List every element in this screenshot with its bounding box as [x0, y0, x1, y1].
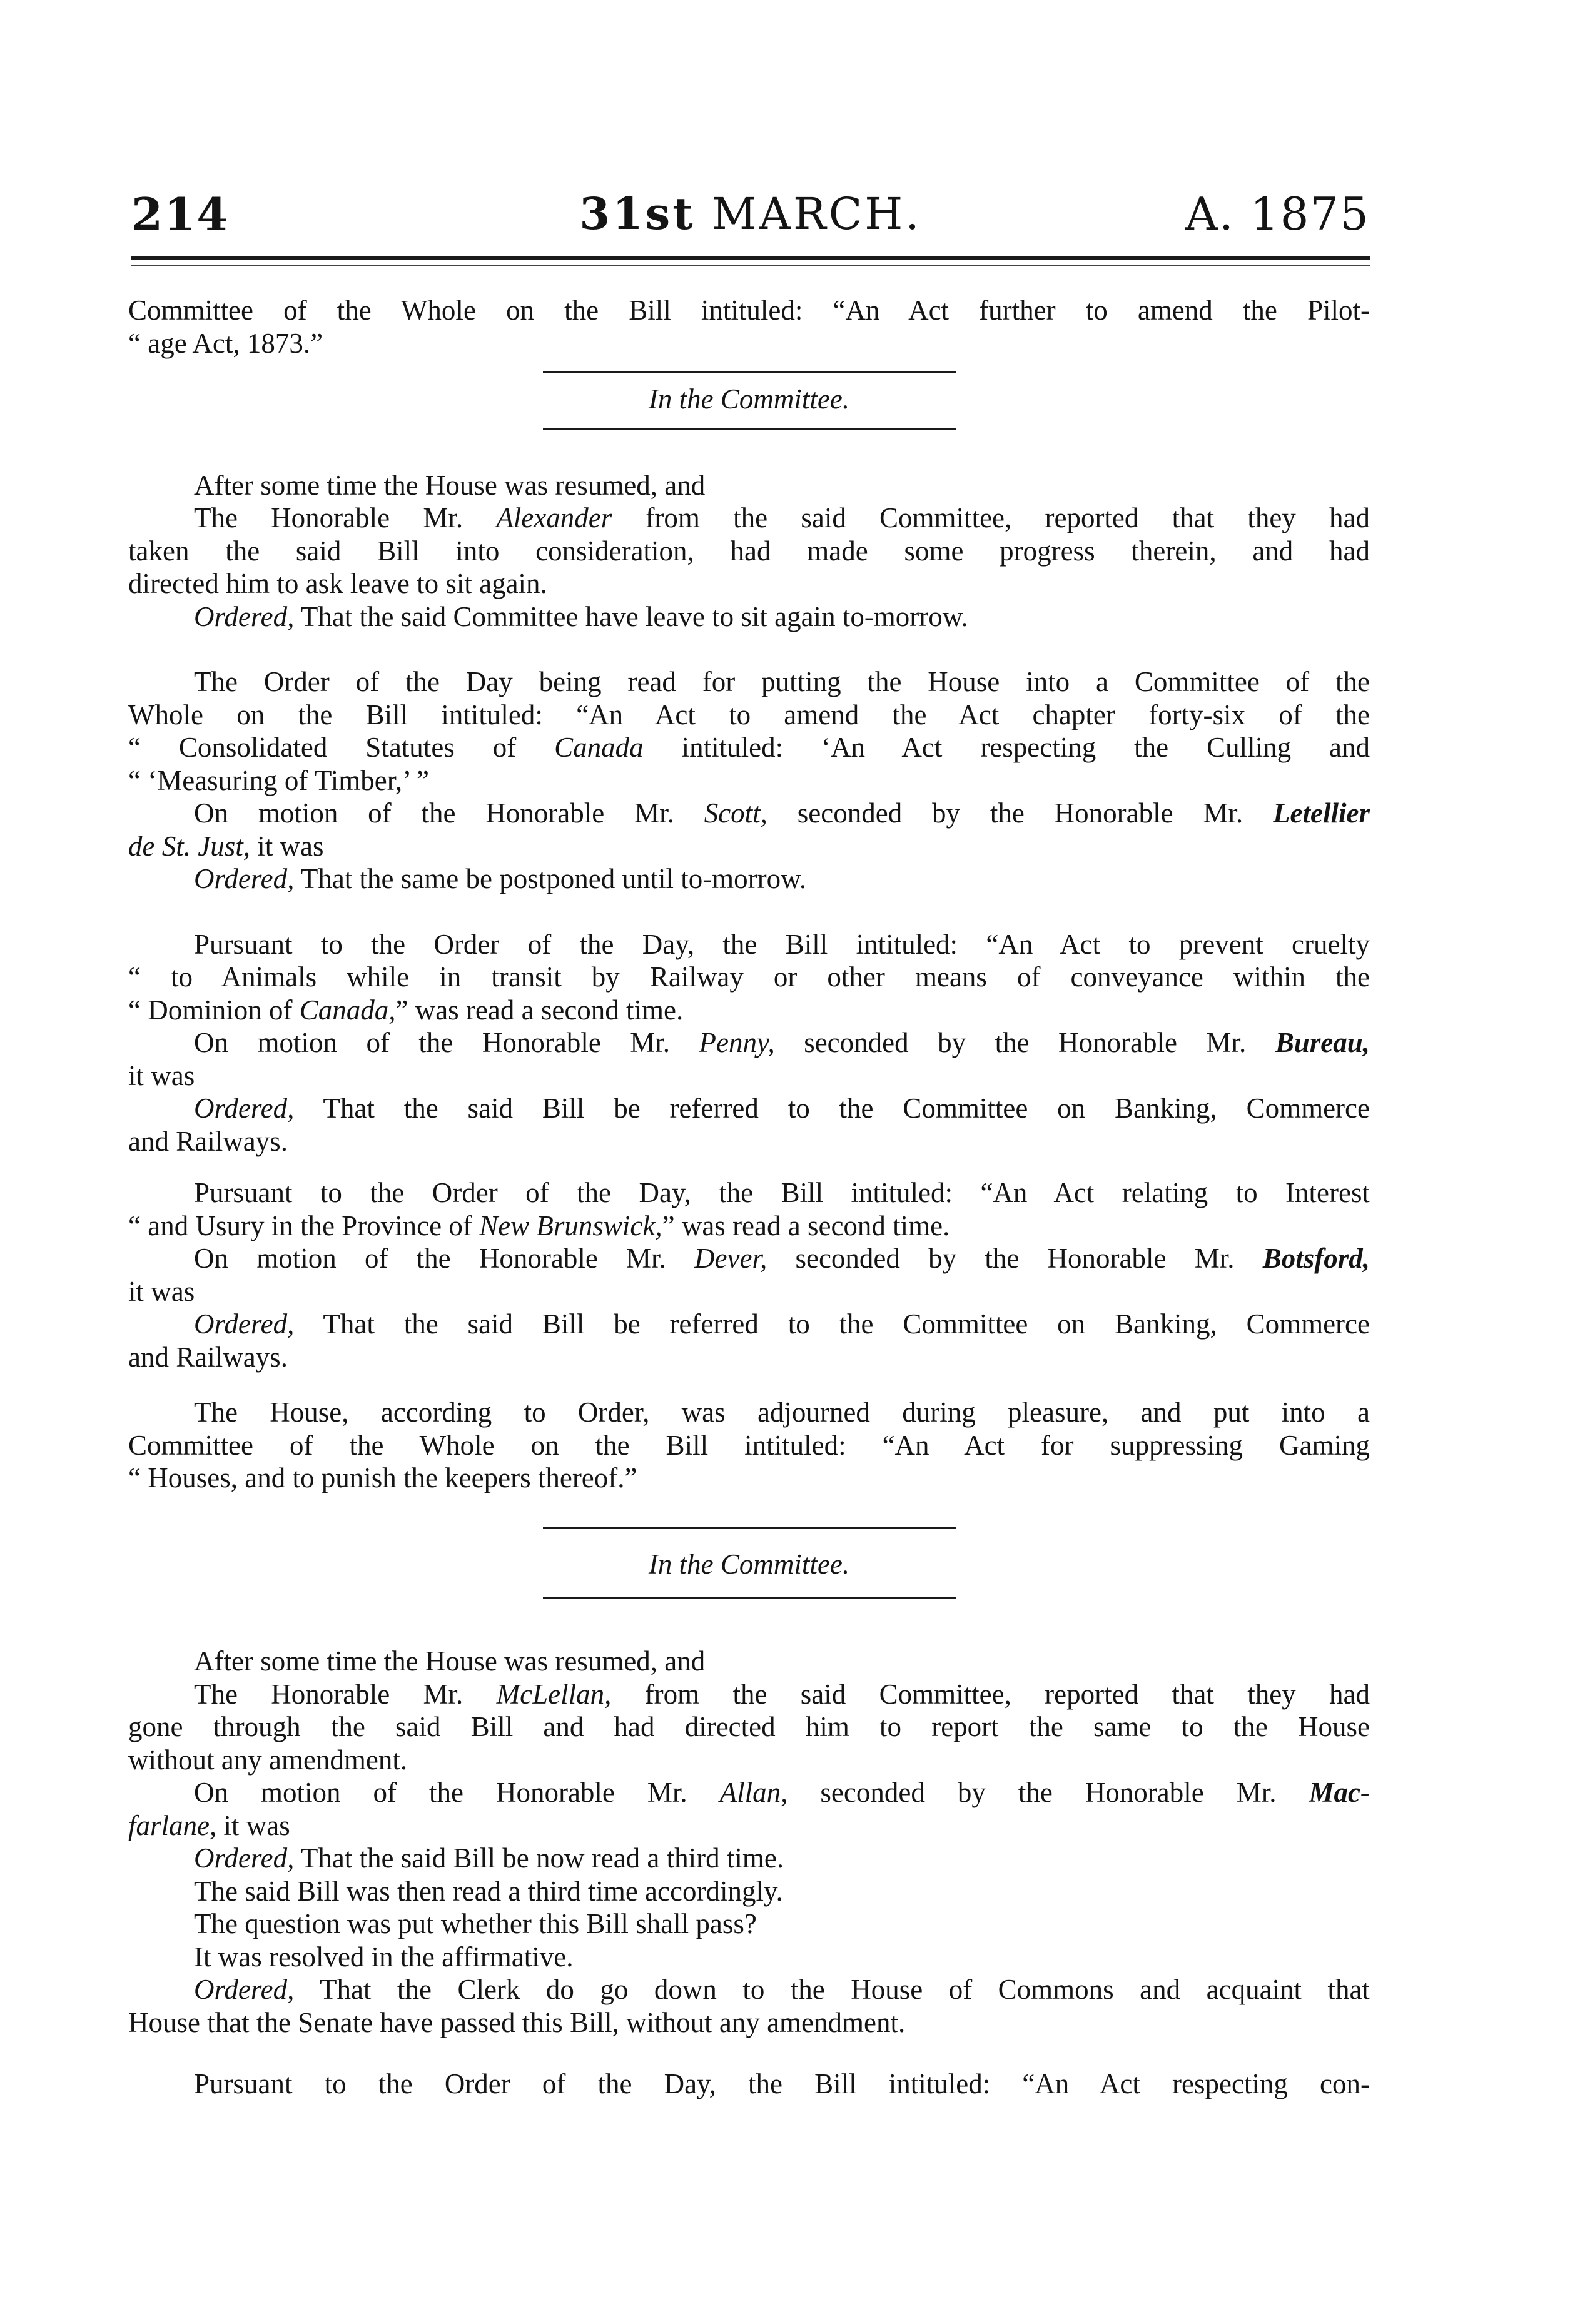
text-run: That the said Bill be referred to the Committee on Banking, Commerce [294, 1093, 1370, 1124]
text-line: Pursuant to the Order of the Day, the Bill intituled: “An Act to prevent cruelty [194, 928, 1370, 960]
text-run: On motion of the Honorable Mr. [194, 1243, 695, 1274]
page-date [131, 188, 1370, 240]
text-line: Committee of the Whole on the Bill intituled: “An Act further to amend the Pilot- [128, 295, 1370, 326]
member-name: Dever, [694, 1243, 767, 1274]
page-year: A. 1875 [1185, 188, 1370, 240]
page-header [131, 181, 1370, 244]
text-run: That the said Bill be referred to the Committee on Banking, Commerce [294, 1308, 1370, 1340]
text-run: from the said Committee, reported that they had [611, 1678, 1370, 1710]
text-run: seconded by the Honorable Mr. [774, 1027, 1275, 1058]
text-run: seconded by the Honorable Mr. [767, 1243, 1263, 1274]
member-name: Mac- [1309, 1777, 1370, 1808]
text-line: directed him to ask leave to sit again. [128, 568, 547, 599]
text-run: it was [216, 1809, 290, 1841]
text-line [128, 1026, 1370, 1059]
text-line: Pursuant to the Order of the Day, the Bill intituled: “An Act respecting con- [194, 2068, 1370, 2099]
ordered-label: Ordered, [194, 863, 295, 894]
text-line [128, 862, 1370, 896]
ordered-label: Ordered, [194, 1308, 295, 1340]
text-line: “ Houses, and to punish the keepers thereof.” [128, 1462, 637, 1493]
text-line [128, 1973, 1370, 2006]
page-number: 214 [131, 188, 230, 241]
text-run: it was [250, 830, 324, 862]
member-name: de St. Just, [128, 830, 250, 862]
member-name: Allan, [719, 1777, 788, 1808]
paragraph-final-bill [128, 2068, 1370, 2101]
text-line: The Order of the Day being read for putting the House into a Committee of the [194, 666, 1370, 697]
paragraph-animals-transit [128, 928, 1370, 1158]
text-run: On motion of the Honorable Mr. [194, 797, 704, 829]
text-line: House that the Senate have passed this Bill, without any amendment. [128, 2006, 906, 2038]
text-line [128, 1210, 1370, 1243]
text-line: Whole on the Bill intituled: “An Act to amend the Act chapter forty-six of the [128, 699, 1370, 730]
text-line: “ ‘Measuring of Timber,’ ” [128, 764, 430, 796]
paragraph-committee-report-2 [128, 1645, 1370, 2039]
text-run: That the said Committee have leave to sit again to-morrow. [294, 600, 968, 632]
text-run: The Honorable Mr. [194, 1678, 497, 1710]
paragraph-pilotage [128, 294, 1370, 360]
text-line: gone through the said Bill and had directed him to report the same to the House [128, 1711, 1370, 1742]
place-name: Canada, [299, 994, 396, 1026]
text-line [128, 600, 1370, 634]
text-line [128, 994, 1370, 1027]
text-line [128, 1678, 1370, 1711]
committee-heading: In the Committee. [648, 1548, 850, 1580]
text-line [128, 1809, 1370, 1842]
member-name: Botsford, [1262, 1243, 1370, 1274]
ordered-label: Ordered, [194, 1842, 295, 1874]
text-line [128, 1242, 1370, 1275]
paragraph-culling-timber [128, 665, 1370, 896]
text-run: “ Dominion of [128, 994, 300, 1026]
date-ordinal: 31st [579, 188, 696, 240]
text-run: seconded by the Honorable Mr. [767, 797, 1274, 829]
text-line: Pursuant to the Order of the Day, the Bill intituled: “An Act relating to Interest [194, 1177, 1370, 1208]
text-line [128, 1092, 1370, 1125]
text-line: it was [128, 1059, 195, 1091]
text-run: On motion of the Honorable Mr. [194, 1777, 720, 1808]
text-run: That the same be postponed until to-morrow. [294, 863, 806, 894]
text-line: “ to Animals while in transit by Railway or other means of conveyance within the [128, 961, 1370, 993]
paragraph-committee-report-1 [128, 469, 1370, 634]
paragraph-interest-usury [128, 1176, 1370, 1373]
text-line [128, 830, 1370, 863]
page-body [128, 294, 1370, 2101]
text-line: It was resolved in the affirmative. [194, 1941, 574, 1973]
text-line: “ age Act, 1873.” [128, 327, 323, 359]
member-name: Letellier [1273, 797, 1370, 829]
text-run: ” was read a second time. [395, 994, 684, 1026]
text-line: and Railways. [128, 1341, 288, 1373]
text-line: it was [128, 1275, 195, 1307]
text-line: After some time the House was resumed, and [194, 1645, 706, 1677]
member-name: Scott, [704, 797, 767, 829]
text-run: On motion of the Honorable Mr. [194, 1027, 699, 1058]
text-run: seconded by the Honorable Mr. [787, 1777, 1309, 1808]
text-run: from the said Committee, reported that they had [612, 502, 1370, 533]
header-rule-thin [131, 265, 1370, 266]
text-run: intituled: ‘An Act respecting the Culling and [643, 732, 1370, 763]
member-name: farlane, [128, 1809, 217, 1841]
ordered-label: Ordered, [194, 1093, 295, 1124]
member-name: Alexander [496, 502, 612, 533]
text-run: The Honorable Mr. [194, 502, 497, 533]
text-line: Committee of the Whole on the Bill intituled: “An Act for suppressing Gaming [128, 1429, 1370, 1461]
place-name: Canada [554, 732, 644, 763]
header-rule [131, 256, 1370, 260]
member-name: Bureau, [1275, 1027, 1370, 1058]
place-name: New Brunswick, [479, 1210, 662, 1241]
text-line: The question was put whether this Bill shall pass? [194, 1908, 757, 1939]
text-line: taken the said Bill into consideration, had made some progress therein, and had [128, 535, 1370, 567]
text-line: The House, according to Order, was adjourned during pleasure, and put into a [194, 1397, 1370, 1428]
text-line [128, 1776, 1370, 1809]
member-name: Penny, [699, 1027, 775, 1058]
text-run: That the Clerk do go down to the House of Commons and acquaint that [294, 1974, 1370, 2005]
date-month: MARCH. [711, 188, 922, 240]
committee-heading: In the Committee. [648, 383, 850, 415]
text-line [128, 1308, 1370, 1341]
text-line [128, 1842, 1370, 1875]
ordered-label: Ordered, [194, 600, 295, 632]
paragraph-gaming-houses [128, 1396, 1370, 1495]
text-line: After some time the House was resumed, and [194, 469, 706, 501]
text-run: ” was read a second time. [662, 1210, 950, 1241]
text-line: and Railways. [128, 1125, 288, 1157]
text-run: “ Consolidated Statutes of [128, 732, 555, 763]
member-name: McLellan, [496, 1678, 612, 1710]
ordered-label: Ordered, [194, 1974, 295, 2005]
text-line [128, 502, 1370, 535]
text-line: without any amendment. [128, 1744, 408, 1776]
text-line: The said Bill was then read a third time accordingly. [194, 1875, 783, 1907]
text-line [128, 797, 1370, 830]
text-run: “ and Usury in the Province of [128, 1210, 480, 1241]
text-line [128, 731, 1370, 764]
text-run: That the said Bill be now read a third time. [294, 1842, 784, 1874]
